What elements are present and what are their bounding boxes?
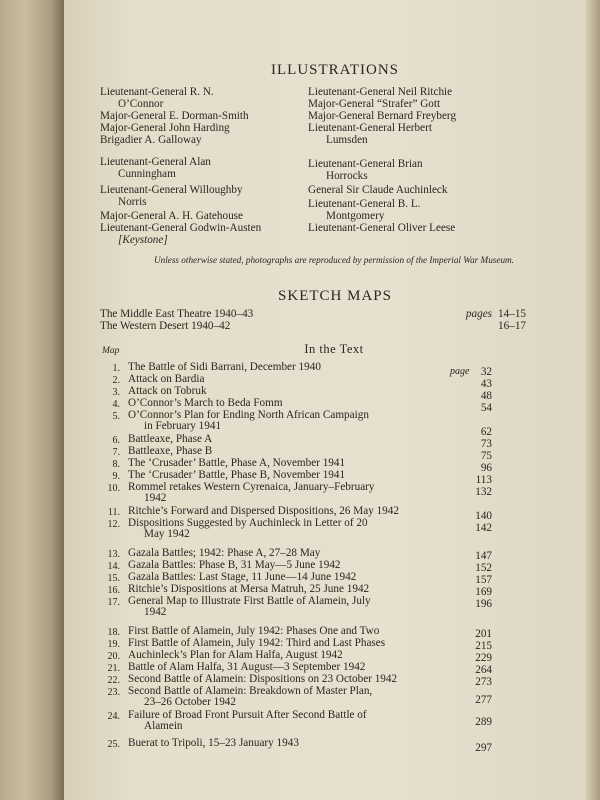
general-map-title: The Western Desert 1940–42 — [100, 320, 231, 332]
map-number: 15. — [107, 573, 120, 584]
map-page-number: 201 — [475, 628, 492, 640]
illustration-entry: Lieutenant-General Alan Cunningham — [100, 156, 211, 180]
map-title-line: Gazala Battles; 1942: Phase A, 27–28 May — [128, 547, 321, 559]
map-page-number: 273 — [475, 676, 492, 688]
map-title-line: First Battle of Alamein, July 1942: Third and Last Phases — [128, 637, 386, 649]
photo-credit-note: Unless otherwise stated, photographs are reproduced by permission of the Imperial War Museum. — [154, 255, 514, 265]
map-title-line: Second Battle of Alamein: Breakdown of Master Plan, — [128, 685, 373, 697]
illustrations-left-column — [100, 86, 300, 246]
book-spine-gutter — [0, 0, 64, 800]
illustration-entry: Lieutenant-General Neil Ritchie — [308, 86, 453, 98]
map-title-line: O’Connor’s Plan for Ending North African Campaign — [128, 409, 369, 421]
illustration-entry: Major-General A. H. Gatehouse — [100, 210, 243, 222]
map-number: 25. — [107, 739, 120, 750]
map-title — [128, 596, 468, 618]
map-title — [128, 482, 468, 504]
illustration-entry: Lieutenant-General R. N. O’Connor — [100, 86, 214, 110]
page-column-label: page — [450, 366, 470, 377]
map-title-line: Alamein — [144, 720, 183, 732]
map-title-line: Auchinleck’s Plan for Alam Halfa, August 1942 — [128, 649, 343, 661]
map-title-line: Second Battle of Alamein: Dispositions on 23 October 1942 — [128, 673, 398, 685]
pages-label: pages — [465, 308, 493, 320]
illustration-entry: Lieutenant-General Willoughby Norris — [100, 184, 243, 208]
general-map-pages: 14–15 — [498, 308, 526, 320]
map-page-number: 54 — [480, 402, 492, 414]
map-title — [128, 710, 468, 732]
map-page-number: 48 — [480, 390, 492, 402]
map-page-number: 96 — [480, 462, 492, 474]
map-title-line: First Battle of Alamein, July 1942: Phases One and Two — [128, 625, 380, 637]
map-page-number: 215 — [475, 640, 492, 652]
general-map-pages: 16–17 — [498, 320, 526, 332]
map-title — [128, 458, 468, 469]
in-the-text-heading: In the Text — [304, 342, 364, 356]
map-title-line: Failure of Broad Front Pursuit After Second Battle of — [128, 709, 367, 721]
map-title — [128, 398, 468, 409]
map-number: 20. — [107, 651, 120, 662]
map-title-line: Battle of Alam Halfa, 31 August—3 September 1942 — [128, 661, 366, 673]
map-title — [128, 506, 468, 517]
map-number: 1. — [112, 363, 120, 374]
map-number: 3. — [112, 387, 120, 398]
map-page-number: 277 — [475, 694, 492, 706]
map-title-line: Gazala Battles: Phase B, 31 May—5 June 1942 — [128, 559, 341, 571]
map-number: 11. — [107, 507, 120, 518]
map-number: 13. — [107, 549, 120, 560]
illustration-entry: General Sir Claude Auchinleck — [308, 184, 448, 196]
map-number: 17. — [107, 597, 120, 608]
map-title-line: Buerat to Tripoli, 15–23 January 1943 — [128, 737, 299, 749]
illustration-entry: Lieutenant-General Oliver Leese — [308, 222, 456, 234]
map-number: 4. — [112, 399, 120, 410]
map-title — [128, 548, 468, 559]
map-title — [128, 374, 468, 385]
map-page-number: 75 — [480, 450, 492, 462]
map-page-number: 32 — [480, 366, 492, 378]
map-number: 23. — [107, 687, 120, 698]
map-page-number: 229 — [475, 652, 492, 664]
map-title-line: Gazala Battles: Last Stage, 11 June—14 June 1942 — [128, 571, 357, 583]
map-title-line: Ritchie’s Forward and Dispersed Dispositions, 26 May 1942 — [128, 505, 399, 517]
map-page-number: 169 — [475, 586, 492, 598]
illustration-entry: Lieutenant-General Brian Horrocks — [308, 158, 423, 182]
map-title-line: 1942 — [144, 606, 167, 618]
map-page-number: 289 — [475, 716, 492, 728]
map-title-line: in February 1941 — [144, 420, 222, 432]
map-number: 7. — [112, 447, 120, 458]
illustration-entry: Lieutenant-General Godwin-Austen [Keystone] — [100, 222, 262, 246]
map-page-number: 147 — [475, 550, 492, 562]
map-number: 21. — [107, 663, 120, 674]
sketch-maps-heading: SKETCH MAPS — [278, 288, 392, 304]
page-edge — [586, 0, 600, 800]
map-title — [128, 560, 468, 571]
map-number: 8. — [112, 459, 120, 470]
illustration-entry: Lieutenant-General Herbert Lumsden — [308, 122, 432, 146]
map-page-number: 152 — [475, 562, 492, 574]
illustration-entry: Major-General “Strafer” Gott — [308, 98, 441, 110]
map-title-line: Ritchie’s Dispositions at Mersa Matruh, 25 June 1942 — [128, 583, 370, 595]
map-title-line: 23–26 October 1942 — [144, 696, 236, 708]
map-page-number: 132 — [475, 486, 492, 498]
map-title — [128, 434, 468, 445]
map-page-number: 140 — [475, 510, 492, 522]
map-column-label: Map — [102, 346, 120, 356]
illustration-entry: Major-General Bernard Freyberg — [308, 110, 457, 122]
illustration-entry: Major-General E. Dorman-Smith — [100, 110, 249, 122]
illustrations-heading: ILLUSTRATIONS — [271, 62, 399, 78]
illustration-entry: Major-General John Harding — [100, 122, 230, 134]
map-number: 19. — [107, 639, 120, 650]
map-title — [128, 386, 468, 397]
map-number: 22. — [107, 675, 120, 686]
map-title — [128, 572, 468, 583]
map-title-line: The Battle of Sidi Barrani, December 1940 — [128, 361, 321, 373]
map-title-line: Rommel retakes Western Cyrenaica, January–February — [128, 481, 375, 493]
general-map-entry — [100, 308, 526, 320]
map-number: 10. — [107, 483, 120, 494]
map-title-line: The ‘Crusader’ Battle, Phase B, November 1941 — [128, 469, 346, 481]
map-number: 24. — [107, 711, 120, 722]
map-title-line: May 1942 — [144, 528, 190, 540]
map-page-number: 73 — [480, 438, 492, 450]
map-number: 9. — [112, 471, 120, 482]
map-title-line: Battleaxe, Phase B — [128, 445, 213, 457]
illustration-entry: Lieutenant-General B. L. Montgomery — [308, 198, 421, 222]
map-page-number: 43 — [480, 378, 492, 390]
map-title — [128, 626, 468, 637]
map-page-number: 62 — [480, 426, 492, 438]
map-title-line: The ‘Crusader’ Battle, Phase A, November 1941 — [128, 457, 346, 469]
map-title-line: Battleaxe, Phase A — [128, 433, 213, 445]
map-number: 12. — [107, 519, 120, 530]
map-title-line: Attack on Bardia — [128, 373, 205, 385]
map-title-line: General Map to Illustrate First Battle of Alamein, July — [128, 595, 371, 607]
map-title — [128, 518, 468, 540]
map-number: 5. — [112, 411, 120, 422]
map-title-line: O’Connor’s March to Beda Fomm — [128, 397, 283, 409]
map-page-number: 113 — [475, 474, 492, 486]
map-title-line: 1942 — [144, 492, 167, 504]
map-page-number: 297 — [475, 742, 492, 754]
map-title-line: Dispositions Suggested by Auchinleck in Letter of 20 — [128, 517, 368, 529]
map-number: 14. — [107, 561, 120, 572]
map-number: 18. — [107, 627, 120, 638]
map-title — [128, 650, 468, 661]
general-map-entry — [100, 320, 526, 332]
general-map-title: The Middle East Theatre 1940–43 — [100, 308, 254, 320]
map-title — [128, 674, 468, 685]
map-title — [128, 584, 468, 595]
map-page-number: 157 — [475, 574, 492, 586]
map-title — [128, 446, 468, 457]
book-page — [64, 0, 600, 800]
map-title — [128, 662, 468, 673]
illustration-entry: Brigadier A. Galloway — [100, 134, 202, 146]
map-title-line: Attack on Tobruk — [128, 385, 207, 397]
map-title — [128, 638, 468, 649]
map-page-number: 196 — [475, 598, 492, 610]
illustrations-right-column — [308, 86, 538, 234]
map-number: 6. — [112, 435, 120, 446]
map-title — [128, 686, 468, 708]
map-title — [128, 362, 468, 373]
map-title — [128, 738, 468, 749]
map-number: 16. — [107, 585, 120, 596]
map-title — [128, 410, 468, 432]
map-title — [128, 470, 468, 481]
map-number: 2. — [112, 375, 120, 386]
map-page-number: 142 — [475, 522, 492, 534]
map-page-number: 264 — [475, 664, 492, 676]
